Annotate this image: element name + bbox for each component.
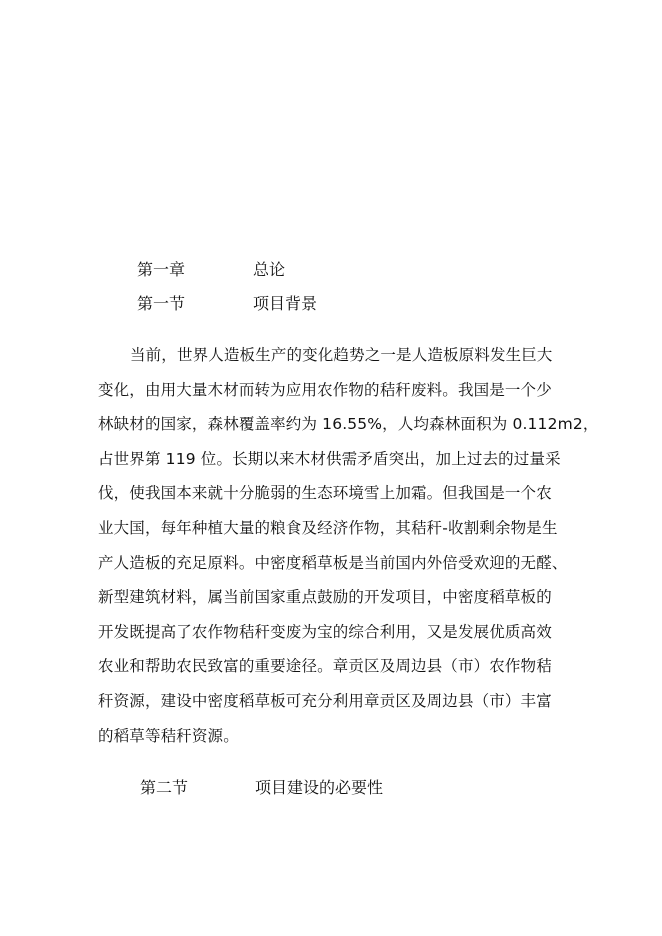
paragraph-line: 农业和帮助农民致富的重要途径。章贡区及周边县（市）农作物秸 <box>98 657 552 676</box>
section-1-number: 第一节 <box>137 294 186 313</box>
chapter-number: 第一章 <box>137 260 186 279</box>
section-2-number: 第二节 <box>140 778 189 797</box>
section-2-title: 项目建设的必要性 <box>255 778 384 797</box>
section-1-title: 项目背景 <box>253 294 318 313</box>
paragraph-line: 产人造板的充足原料。中密度稻草板是当前国内外倍受欢迎的无醛、 <box>98 553 568 572</box>
paragraph-line: 业大国，每年种植大量的粮食及经济作物，其秸秆-收割剩余物是生 <box>98 518 558 537</box>
paragraph-line: 秆资源，建设中密度稻草板可充分利用章贡区及周边县（市）丰富 <box>98 691 552 710</box>
paragraph-line: 占世界第 119 位。长期以来木材供需矛盾突出，加上过去的过量采 <box>98 449 561 468</box>
paragraph-line: 新型建筑材料，属当前国家重点鼓励的开发项目，中密度稻草板的 <box>98 588 552 607</box>
paragraph-line: 的稻草等秸秆资源。 <box>98 726 239 745</box>
paragraph-line: 变化，由用大量木材而转为应用农作物的秸秆废料。我国是一个少 <box>98 380 552 399</box>
body-paragraph <box>98 345 599 760</box>
paragraph-line: 当前，世界人造板生产的变化趋势之一是人造板原料发生巨大 <box>130 346 553 364</box>
paragraph-line: 林缺材的国家，森林覆盖率约为 16.55%，人均森林面积为 0.112m2， <box>98 415 599 434</box>
paragraph-line: 伐，使我国本来就十分脆弱的生态环境雪上加霜。但我国是一个农 <box>98 484 552 503</box>
paragraph-line: 开发既提高了农作物秸秆变废为宝的综合利用，又是发展优质高效 <box>98 622 552 641</box>
chapter-title: 总论 <box>253 260 286 279</box>
